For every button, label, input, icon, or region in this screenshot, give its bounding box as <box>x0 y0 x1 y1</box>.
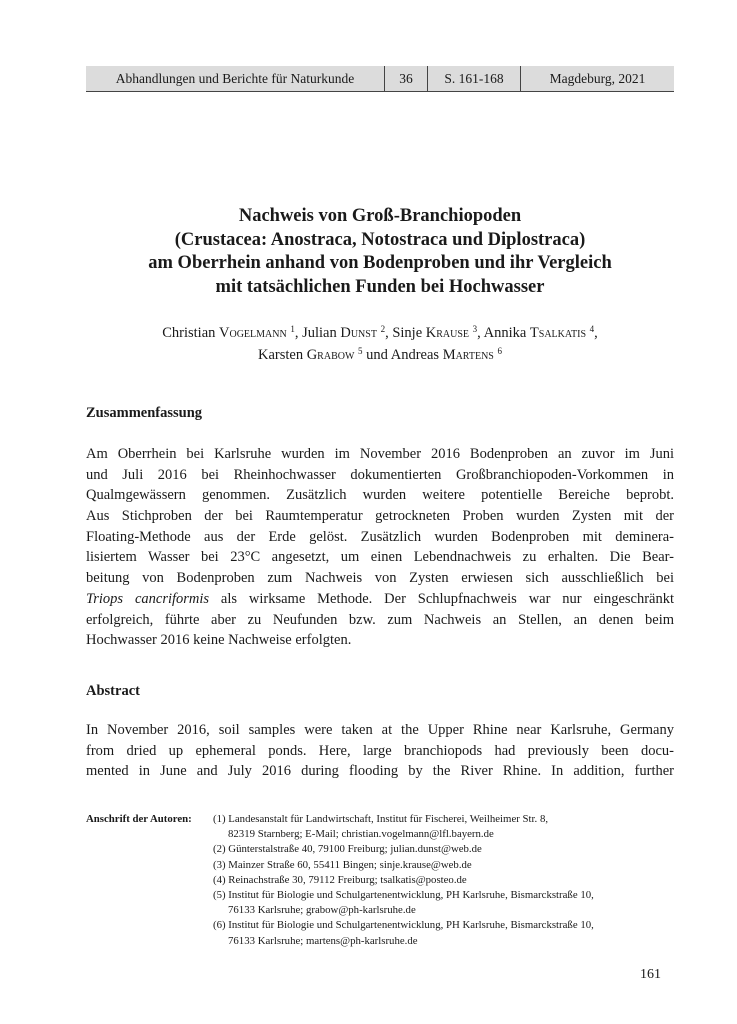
text-line: beitung von Bodenproben zum Nachweis von Zysten erwiesen sich ausschließlich bei <box>86 570 674 587</box>
text-line: Aus Stichproben der bei Raumtemperatur getrockneten Proben wurden Zysten mit der <box>86 508 674 525</box>
text-line: lisiertem Wasser bei 23°C angesetzt, um einen Lebendnachweis zu erhalten. Die Bear- <box>86 549 674 566</box>
paper-title <box>80 205 680 299</box>
author-list <box>80 322 680 366</box>
author: Annika Tsalkatis $^4$, <box>483 324 598 341</box>
address-item: (1) Landesanstalt für Landwirtschaft, Institut für Fischerei, Weilheimer Str. 8, 82319 Starnberg; E-Mail; christian.vogelmann@lfl.bayern.de <box>213 813 549 841</box>
title-line: Nachweis von Groß-Branchiopoden <box>238 206 522 226</box>
text-line: Am Oberrhein bei Karlsruhe wurden im November 2016 Bodenproben an zuvor im Juni <box>86 446 674 462</box>
journal-name: Abhandlungen und Berichte für Naturkunde <box>86 66 385 91</box>
author: Andreas Martens $^6$ <box>390 346 502 363</box>
title-line: mit tatsächlichen Funden bei Hochwasser <box>215 276 545 297</box>
species-name: Triops cancriformis <box>86 590 210 607</box>
text-line-italic-species: Triops cancriformis als wirksame Methode. Der Schlupfnachweis war nur eingeschränkt <box>86 590 675 607</box>
address-item: (3) Mainzer Straße 60, 55411 Bingen; sinje.krause@web.de <box>213 858 472 871</box>
author: Julian Dunst $^2$, <box>302 324 393 341</box>
text-line: erfolgreich, führte aber zu Neufunden bzw. zum Nachweis an Stellen, an denen beim <box>86 611 674 628</box>
title-line: am Oberrhein anhand von Bodenproben und ihr Vergleich <box>148 253 612 273</box>
text-line: Hochwasser 2016 keine Nachweise erfolgten. <box>86 632 352 649</box>
address-list <box>213 812 683 949</box>
page-number: 161 <box>640 967 661 982</box>
author-line-2 <box>80 344 680 366</box>
title-line: (Crustacea: Anostraca, Notostraca und Diplostraca) <box>174 229 586 250</box>
zusammenfassung-heading: Zusammenfassung <box>86 405 203 421</box>
text-line: mented in June and July 2016 during flooding by the River Rhine. In addition, further <box>86 763 674 780</box>
abstract-heading: Abstract <box>86 683 140 699</box>
journal-place-year: Magdeburg, 2021 <box>549 71 646 86</box>
text-line: from dried up ephemeral ponds. Here, large branchiopods had previously been docu- <box>86 742 674 759</box>
journal-volume: 36 <box>385 66 428 91</box>
text-line: und Juli 2016 bei Rheinhochwasser dokumentierten Großbranchiopoden-Vorkommen in <box>86 466 674 483</box>
address-item: (5) Institut für Biologie und Schulgartenentwicklung, PH Karlsruhe, Bismarckstraße 10, 76133 Karlsruhe; grabow@ph-karlsruhe.de <box>213 889 594 917</box>
abstract-text <box>86 720 674 782</box>
author: Christian Vogelmann $^1$, <box>162 324 303 341</box>
address-item: (6) Institut für Biologie und Schulgartenentwicklung, PH Karlsruhe, Bismarckstraße 10, 76133 Karlsruhe; martens@ph-karlsruhe.de <box>213 919 594 947</box>
journal-header <box>86 66 674 92</box>
zusammenfassung-text <box>86 444 674 651</box>
journal-pages: S. 161-168 <box>428 66 521 91</box>
author: Karsten Grabow $^5$ und <box>257 346 391 363</box>
text-line: Qualmgewässern genommen. Zusätzlich wurden weitere potentielle Bereiche beprobt. <box>86 487 674 504</box>
text-line: Floating-Methode aus der Erde gelöst. Zusätzlich wurden Bodenproben mit deminera- <box>86 528 674 545</box>
author-line-1 <box>80 322 680 344</box>
author: Sinje Krause $^3$, <box>392 324 484 341</box>
text-line: In November 2016, soil samples were taken at the Upper Rhine near Karlsruhe, Germany <box>86 722 674 738</box>
address-item: (2) Günterstalstraße 40, 79100 Freiburg; julian.dunst@web.de <box>213 843 482 856</box>
address-label: Anschrift der Autoren: <box>86 813 192 825</box>
address-item: (4) Reinachstraße 30, 79112 Freiburg; tsalkatis@posteo.de <box>213 873 467 886</box>
